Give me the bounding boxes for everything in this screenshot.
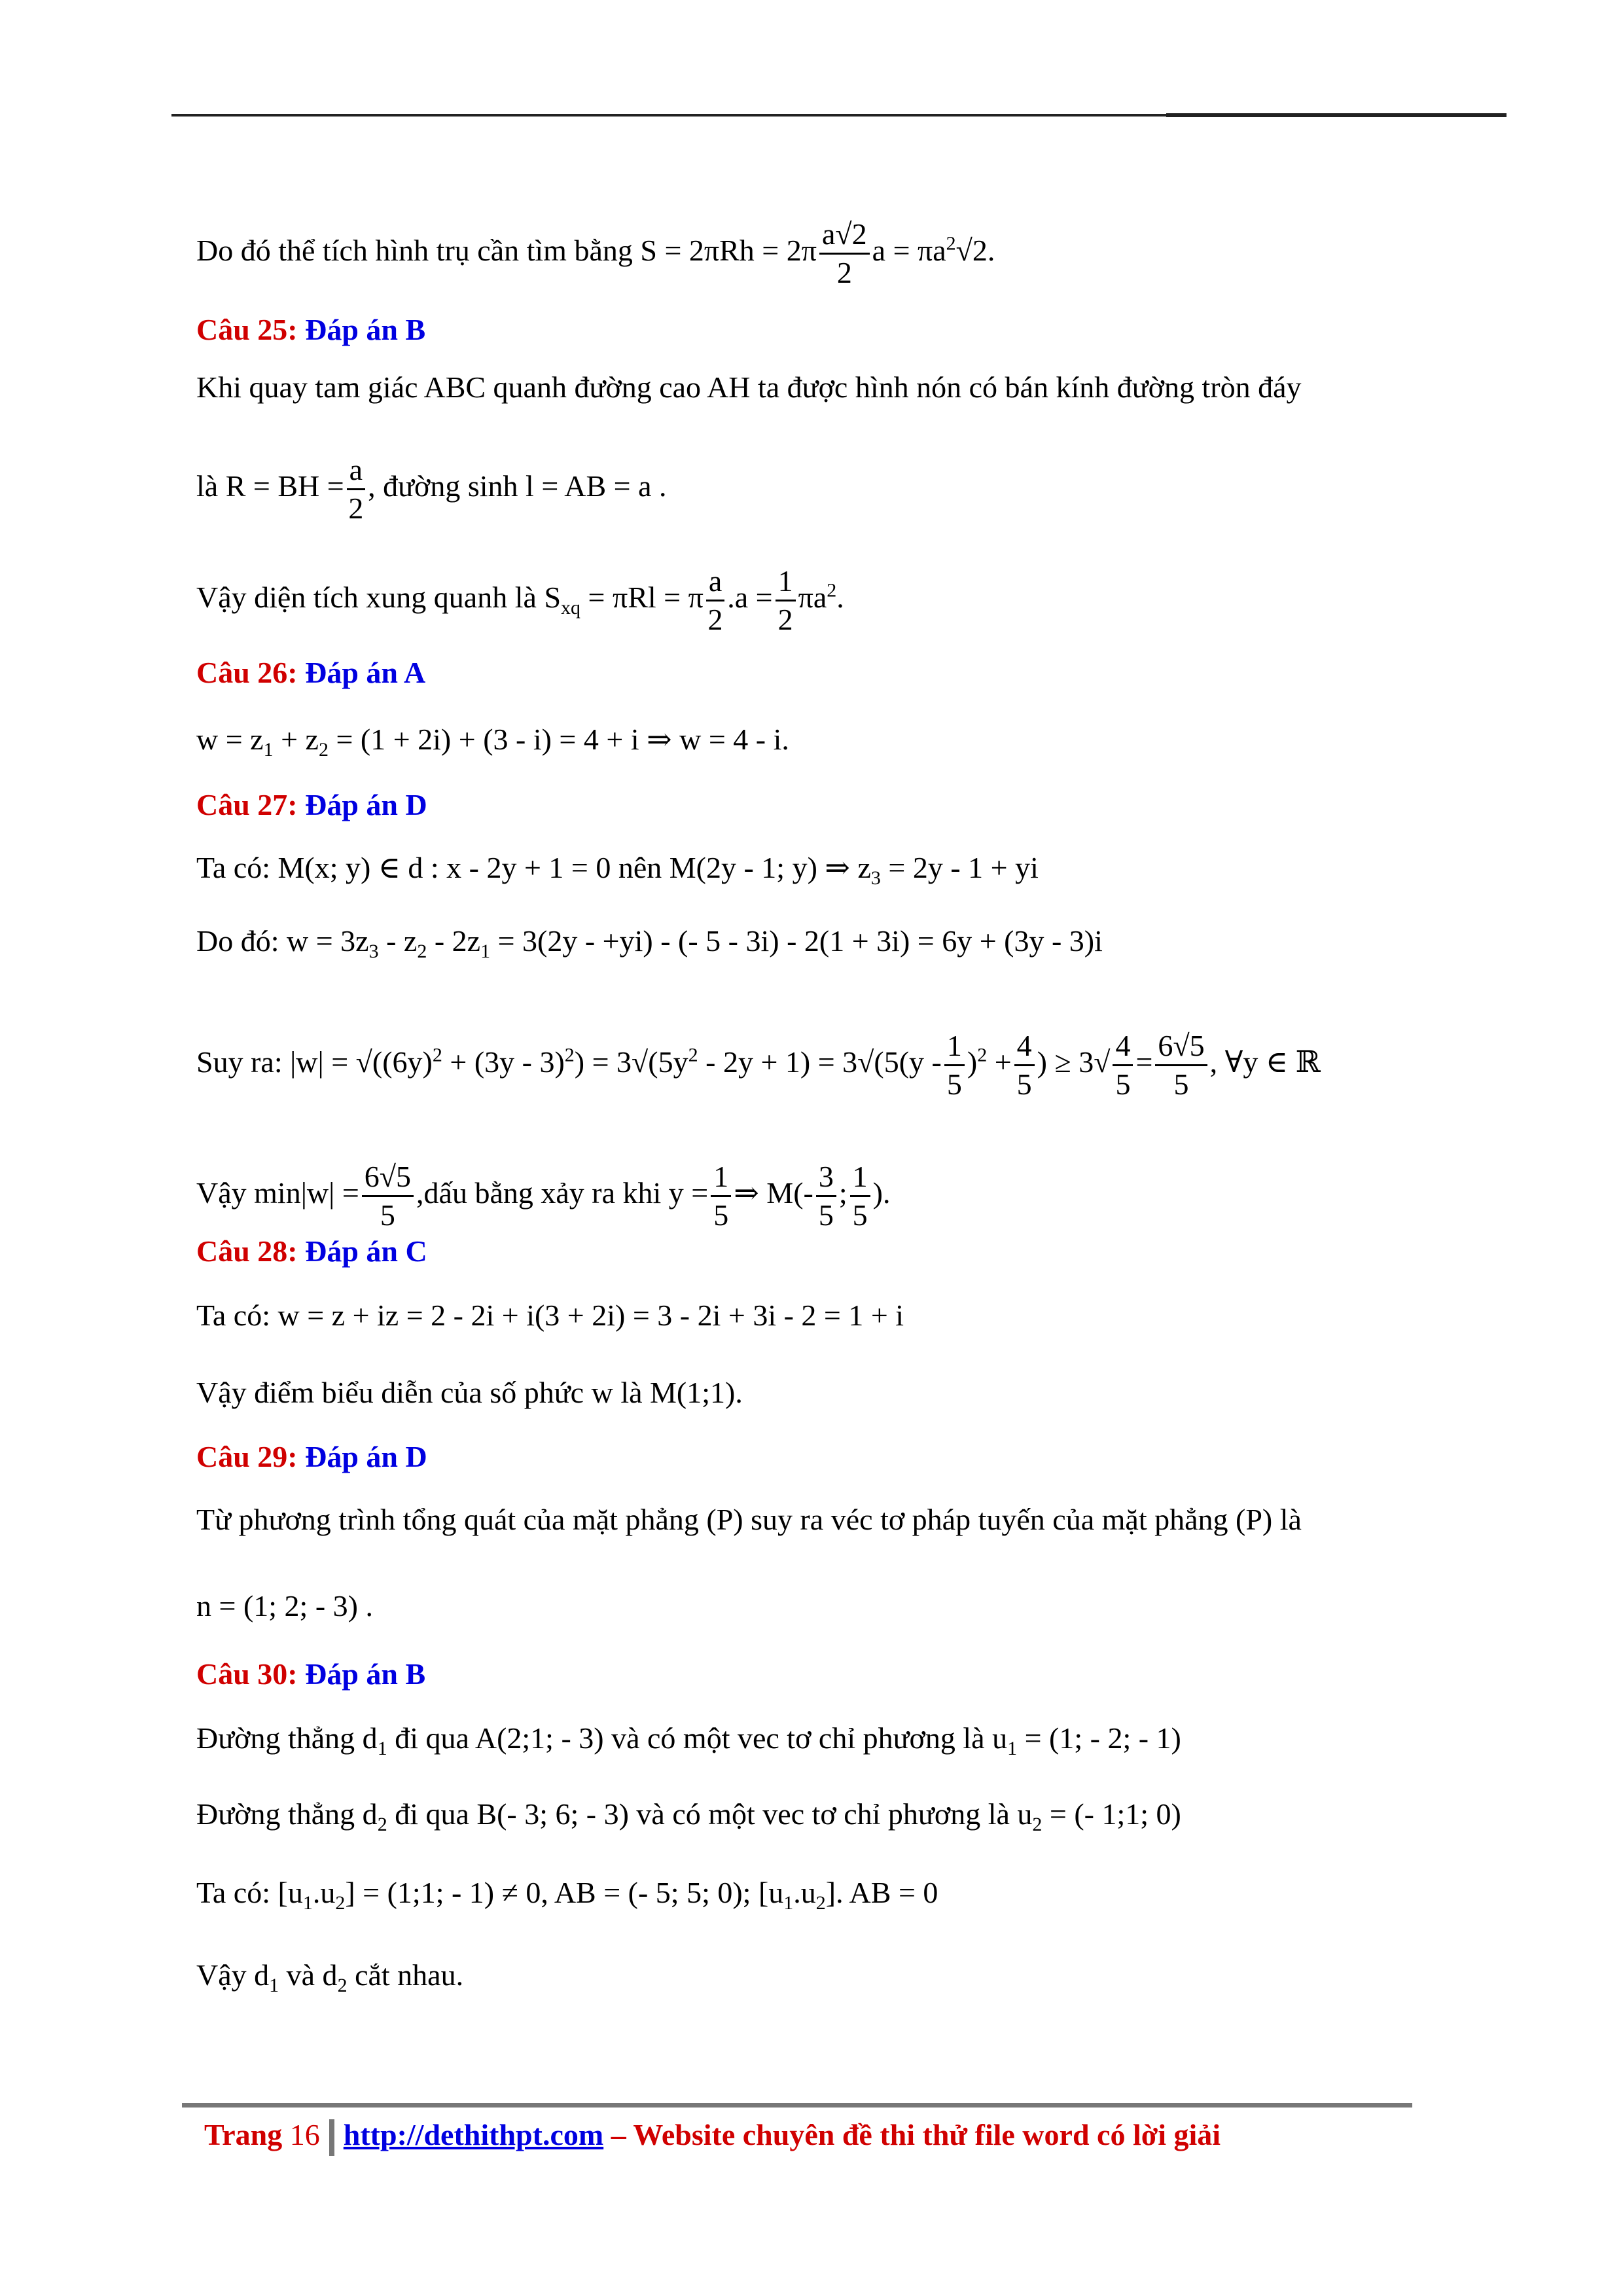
text-line: Ta có: $[u_1.u_2]$ = (1;1; - 1) ≠ 0, AB = (- 5; 5; 0); $[u_1.u_2]$. AB = 0: [196, 1876, 938, 1914]
page-label: Trang: [204, 2118, 283, 2151]
footer-tagline: – Website chuyên đề thi thử file word có lời giải: [603, 2118, 1221, 2151]
text-line: Đường thẳng $d_1$ đi qua A(2;1; - 3) và có một vec tơ chỉ phương là $u_1 = (1$; - 2; - 1): [196, 1721, 1181, 1760]
website-link[interactable]: http://dethithpt.com: [343, 2118, 604, 2151]
text-line: Từ phương trình tổng quát của mặt phẳng (P) suy ra véc tơ pháp tuyến của mặt phẳng (P) là: [196, 1503, 1302, 1536]
text-line: Suy ra: $|w| = √((6y)^2 + (3y - 3)^2) = 3√(5y^2 - 2y + 1) = 3√(5(y$ - $\frac{1}{5}$ )$^2$ + $\frac{4}{5}$ ) ≥ 3√ $\frac{4}{5}$ = $\frac{6√5}{5}$ , ∀y ∈ ℝ: [196, 1029, 1321, 1101]
text-line: Đường thẳng $d_2$ đi qua B(- 3; 6; - 3) và có một vec tơ chỉ phương là $u_2$ = (- 1;1; 0): [196, 1797, 1181, 1836]
text-line: Do đó: $w = 3z_3 - z_2 - 2z_1 = 3(2y - +yi)$ - (- 5 - 3i) - 2(1 + 3i) = 6y + (3y - 3)i: [196, 924, 1103, 963]
text-line: Vậy min|w| = $\frac{6√5}{5}$ ,dấu bằng xảy ra khi y = $\frac{1}{5}$ ⇒ M(- $\frac{3}{5}$ ; $\frac{1}{5}$ ).: [196, 1160, 891, 1232]
footer-rule: [182, 2103, 1412, 2108]
text-line: $w = z_1 + z_2 = (1 + 2i) + (3 - i) = 4 + i$ ⇒ w = 4 - i.: [196, 723, 789, 761]
text-line: Vậy diện tích xung quanh là $S_{xq} = \pi Rl = \pi$ $\frac{a}{2}$ .a = $\frac{1}{2}$ $\pi a^2$.: [196, 564, 844, 636]
question-heading: Câu 26: Đáp án A: [196, 656, 426, 689]
question-heading: Câu 29: Đáp án D: [196, 1440, 427, 1473]
page-number: 16: [289, 2118, 320, 2151]
text-line: Vậy điểm biểu diễn của số phức w là M(1;1).: [196, 1376, 743, 1409]
header-rule: [171, 114, 1507, 117]
text-line: Khi quay tam giác ABC quanh đường cao AH ta được hình nón có bán kính đường tròn đáy: [196, 370, 1302, 404]
question-heading: Câu 27: Đáp án D: [196, 788, 427, 821]
text-line: Ta có: M(x; y) ∈ d : x - 2y + 1 = 0 nên M(2y - 1; y) ⇒ $z_3 = 2y - 1$ + yi: [196, 851, 1039, 889]
text-line: Do đó thể tích hình trụ cần tìm bằng S = 2πRh = 2π $\frac{a√2}{2}$ $a = \pi a^2√2$.: [196, 217, 995, 289]
question-heading: Câu 30: Đáp án B: [196, 1657, 426, 1691]
text-line: Vậy $d_1$ và $d_2$ cắt nhau.: [196, 1958, 464, 1997]
page-footer: [204, 2115, 1448, 2156]
text-line: là R = BH = $\frac{a}{2}$ , đường sinh l = AB = a .: [196, 453, 667, 525]
text-line: Ta có: w = z + iz = 2 - 2i + i(3 + 2i) = 3 - 2i + 3i - 2 = 1 + i: [196, 1299, 904, 1332]
text-line: n = (1; 2; - 3) .: [196, 1589, 373, 1623]
footer-separator: [329, 2119, 334, 2156]
question-heading: Câu 28: Đáp án C: [196, 1234, 427, 1268]
question-heading: Câu 25: Đáp án B: [196, 313, 426, 346]
